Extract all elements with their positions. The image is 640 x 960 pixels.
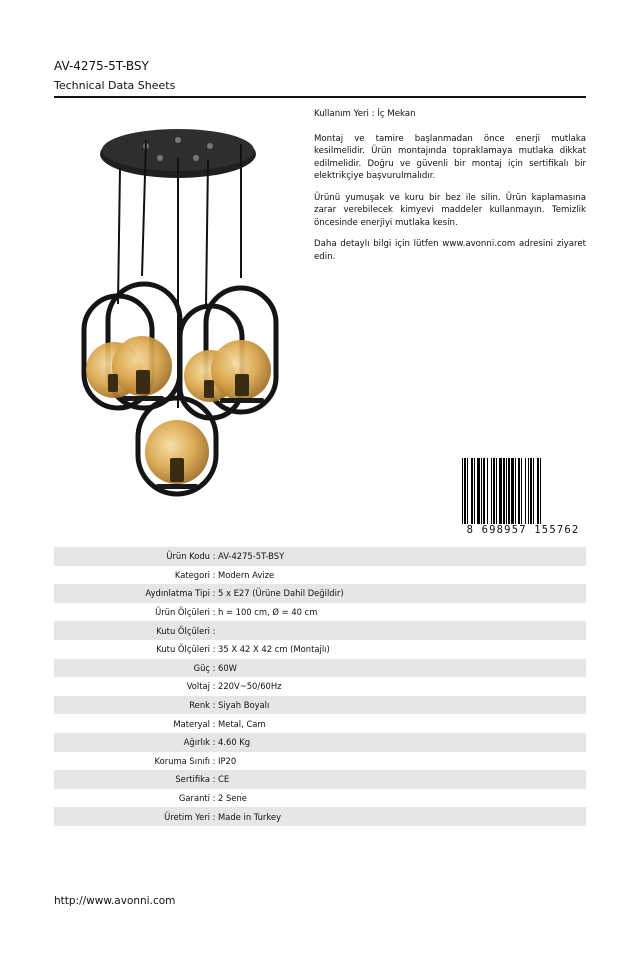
website-paragraph: Daha detaylı bilgi için lütfen www.avonni.com adresini ziyaret edin. [314, 239, 586, 262]
spec-label: Kutu Ölçüleri [156, 625, 210, 636]
spec-separator: : [212, 737, 216, 748]
spec-separator: : [212, 700, 216, 711]
spec-value: 35 X 42 X 42 cm (Montajlı) [218, 644, 330, 655]
barcode [460, 458, 586, 538]
spec-value: 2 Sene [218, 793, 247, 804]
spec-label: Ağırlık [183, 737, 210, 748]
barcode-bar [464, 458, 466, 524]
barcode-bar [471, 458, 473, 524]
barcode-bar [537, 458, 539, 524]
barcode-bar [493, 458, 495, 524]
product-image [78, 108, 288, 503]
barcode-bars [460, 458, 586, 524]
spec-separator: : [212, 755, 216, 766]
document-header [54, 58, 586, 94]
spec-row [54, 547, 586, 566]
spec-label: Kutu Ölçüleri [156, 644, 210, 655]
product-code-title: AV-4275-5T-BSY [54, 59, 149, 73]
spec-value: 60W [218, 662, 237, 673]
barcode-bar [503, 458, 505, 524]
spec-label: Materyal [173, 718, 210, 729]
spec-label: Sertifika [175, 774, 210, 785]
barcode-bar [518, 458, 520, 524]
barcode-bar [515, 458, 516, 524]
cleaning-paragraph: Ürünü yumuşak ve kuru bir bez ile silin. Ürün kaplamasına zarar verebilecek kimyevi maddeler kullanmayın. Temizlik öncesinde enerjiyi mutlaka kesin. [314, 192, 586, 228]
barcode-bar [530, 458, 532, 524]
usage-value: İç Mekan [377, 109, 416, 119]
spec-label: Kategori [174, 569, 210, 580]
spec-label: Garanti [178, 793, 210, 804]
barcode-bar [491, 458, 492, 524]
spec-separator: : [212, 811, 216, 822]
spec-label: Aydınlatma Tipi [145, 588, 210, 599]
barcode-bar [487, 458, 488, 524]
barcode-bar [528, 458, 529, 524]
barcode-bar [477, 458, 480, 524]
barcode-digits: 8 698957 155762 [460, 524, 586, 538]
spec-separator: : [212, 644, 216, 655]
spec-value: AV-4275-5T-BSY [218, 551, 285, 562]
barcode-bar [481, 458, 482, 524]
spec-separator: : [212, 625, 216, 636]
spec-value: Metal, Cam [218, 718, 266, 729]
barcode-bar [467, 458, 468, 524]
spec-label: Voltaj [186, 681, 210, 692]
spec-row [54, 752, 586, 771]
barcode-bar [499, 458, 502, 524]
usage-label: Kullanım Yeri : [314, 109, 375, 119]
footer-url: http://www.avonni.com [54, 895, 176, 907]
spec-separator: : [212, 774, 216, 785]
spec-row [54, 696, 586, 715]
usage-line [314, 108, 586, 121]
spec-table [54, 547, 586, 826]
spec-separator: : [212, 588, 216, 599]
spec-label: Güç [193, 662, 210, 673]
spec-separator: : [212, 569, 216, 580]
spec-value: 5 x E27 (Ürüne Dahil Değildir) [218, 588, 344, 599]
spec-label: Ürün Kodu [166, 551, 210, 562]
spec-separator: : [212, 718, 216, 729]
barcode-bar [474, 458, 475, 524]
barcode-bar [483, 458, 485, 524]
spec-value: CE [218, 774, 230, 785]
spec-row [54, 677, 586, 696]
spec-value: 220V~50/60Hz [218, 681, 282, 692]
spec-separator: : [212, 607, 216, 618]
barcode-bar [511, 458, 514, 524]
spec-value: Modern Avize [218, 569, 275, 580]
spec-separator: : [212, 551, 216, 562]
spec-value: Made in Turkey [218, 811, 282, 822]
spec-row [54, 807, 586, 826]
spec-row [54, 640, 586, 659]
spec-row [54, 770, 586, 789]
spec-label: Koruma Sınıfı [154, 755, 210, 766]
safety-paragraph: Montaj ve tamire başlanmadan önce enerji mutlaka kesilmelidir. Ürün montajında topraklamaya mutlaka dikkat edilmelidir. Doğru ve güvenli bir montaj için sertifikalı bir elektrikçiye başvurulmalıdır. [314, 133, 586, 181]
spec-value: 4.60 Kg [218, 737, 251, 748]
barcode-bar [508, 458, 510, 524]
spec-row [54, 603, 586, 622]
spec-label: Renk [189, 700, 210, 711]
spec-separator: : [212, 662, 216, 673]
info-panel [314, 108, 586, 272]
spec-value: h = 100 cm, Ø = 40 cm [218, 607, 318, 618]
spec-row [54, 584, 586, 603]
spec-row [54, 621, 586, 640]
header-divider [54, 96, 586, 98]
barcode-bar [533, 458, 534, 524]
spec-value: Siyah Boyalı [218, 700, 270, 711]
spec-row [54, 714, 586, 733]
spec-row [54, 789, 586, 808]
document-subtitle: Technical Data Sheets [54, 79, 176, 92]
barcode-bar [525, 458, 526, 524]
barcode-bar [462, 458, 463, 524]
spec-separator: : [212, 793, 216, 804]
spec-label: Ürün Ölçüleri [155, 607, 210, 618]
spec-label: Üretim Yeri [164, 811, 210, 822]
barcode-bar [521, 458, 522, 524]
spec-row [54, 733, 586, 752]
spec-separator: : [212, 681, 216, 692]
barcode-bar [496, 458, 497, 524]
spec-row [54, 659, 586, 678]
barcode-bar [540, 458, 541, 524]
barcode-bar [506, 458, 507, 524]
spec-row [54, 566, 586, 585]
spec-value: IP20 [218, 755, 237, 766]
